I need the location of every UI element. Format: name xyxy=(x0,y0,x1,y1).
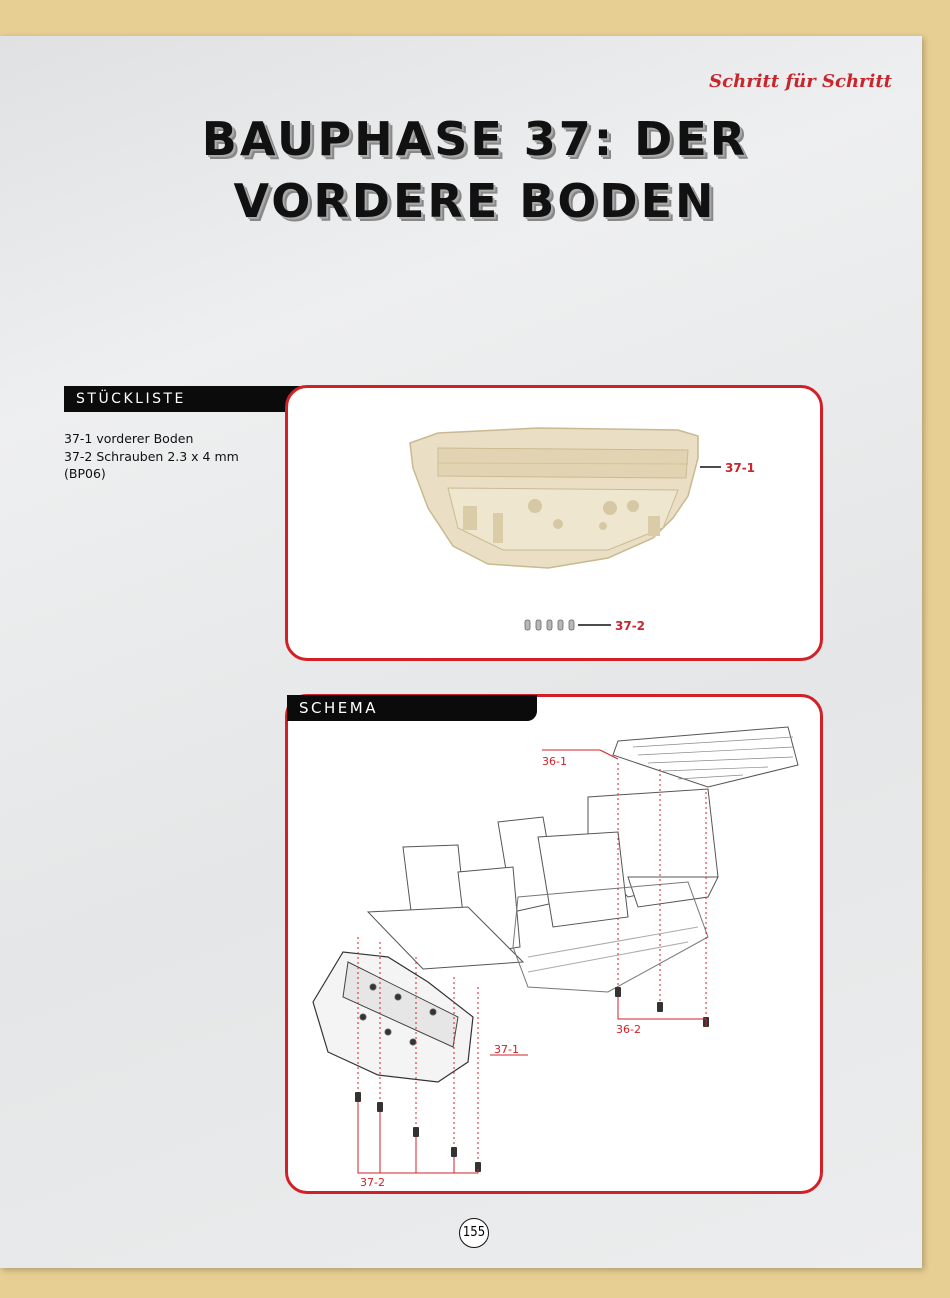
schema-header: SCHEMA xyxy=(287,695,537,721)
diagram-label-36-1: 36-1 xyxy=(542,755,567,768)
parts-list-header: STÜCKLISTE xyxy=(64,386,453,412)
roof-panel-part xyxy=(613,727,798,787)
page-title xyxy=(0,108,950,232)
parts-photo xyxy=(288,388,820,658)
assembly-diagram xyxy=(288,697,820,1191)
photo-label-37-1: 37-1 xyxy=(725,461,756,475)
page-number: 155 xyxy=(459,1218,489,1248)
title-line-1: BAUPHASE 37: DER xyxy=(201,112,749,166)
tagline: Schritt für Schritt xyxy=(709,71,892,92)
schema-panel xyxy=(285,694,823,1194)
part-item: 37-1 vorderer Boden xyxy=(64,431,194,446)
parts-list xyxy=(64,430,274,483)
photo-label-37-2: 37-2 xyxy=(615,619,646,633)
parts-photo-panel xyxy=(285,385,823,661)
diagram-label-37-2: 37-2 xyxy=(360,1176,385,1189)
title-line-2: VORDERE BODEN xyxy=(233,174,717,228)
diagram-label-36-2: 36-2 xyxy=(616,1023,641,1036)
part-item: 37-2 Schrauben 2.3 x 4 mm (BP06) xyxy=(64,449,239,481)
diagram-label-37-1: 37-1 xyxy=(494,1043,519,1056)
screws-part xyxy=(525,620,574,630)
